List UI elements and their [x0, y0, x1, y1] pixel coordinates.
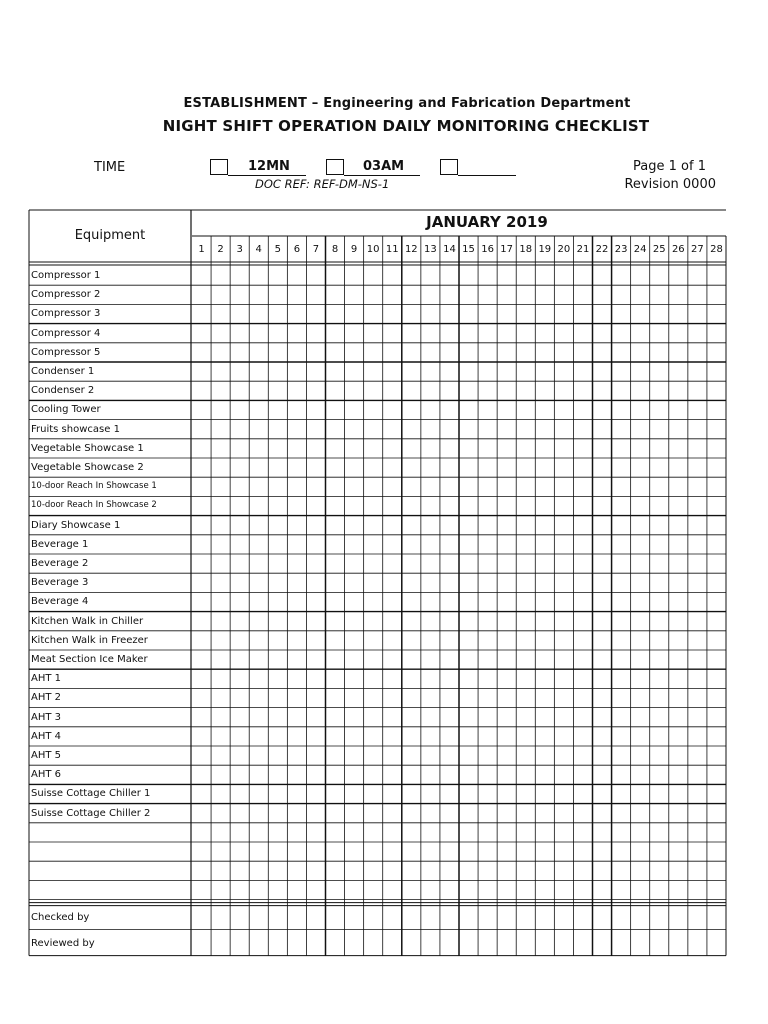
equipment-row-label: Suisse Cottage Chiller 2 [31, 807, 151, 819]
day-header-4: 4 [255, 244, 262, 255]
equipment-row-label: Vegetable Showcase 1 [31, 442, 144, 454]
equipment-row-label: AHT 4 [31, 730, 62, 742]
day-header-23: 23 [614, 244, 628, 255]
day-header-11: 11 [385, 244, 399, 255]
equipment-row-label: Vegetable Showcase 2 [31, 462, 144, 473]
equipment-row-label: AHT 5 [31, 750, 62, 761]
equipment-row-label: Compressor 3 [31, 308, 101, 320]
day-header-18: 18 [519, 244, 533, 255]
department-name: Engineering and Fabrication Department [323, 96, 631, 111]
equipment-row-label: Beverage 2 [31, 558, 89, 569]
day-header-2: 2 [217, 244, 224, 255]
page-number: Page 1 of 1 [633, 159, 706, 174]
day-header-3: 3 [236, 244, 243, 255]
time-slot-1-label: 12MN [248, 159, 290, 174]
equipment-row-label: AHT 1 [31, 673, 62, 685]
equipment-row-label: AHT 6 [31, 769, 62, 781]
time-slot-3-line [458, 175, 516, 176]
equipment-row-label: Kitchen Walk in Chiller [31, 615, 144, 627]
day-header-7: 7 [312, 244, 320, 255]
day-header-21: 21 [576, 244, 590, 255]
time-slot-2-label: 03AM [363, 159, 405, 174]
time-label: TIME [94, 160, 126, 175]
day-header-10: 10 [366, 244, 380, 255]
day-header-25: 25 [652, 244, 666, 255]
day-header-6: 6 [293, 244, 301, 255]
equipment-row-label: Beverage 4 [31, 596, 89, 608]
time-slot-2-checkbox[interactable] [326, 159, 344, 175]
day-header-27: 27 [691, 244, 704, 255]
checked-by-label: Checked by [31, 911, 90, 923]
day-header-22: 22 [595, 244, 609, 255]
equipment-row-label: Diary Showcase 1 [31, 519, 121, 531]
day-header-24: 24 [633, 244, 647, 255]
equipment-row-label: Beverage 3 [31, 577, 89, 589]
day-header-15: 15 [462, 244, 475, 255]
equipment-row-label: Compressor 1 [31, 270, 101, 281]
day-header-13: 13 [424, 244, 437, 255]
doc-ref: DOC REF: REF-DM-NS-1 [255, 177, 390, 191]
day-header-17: 17 [500, 244, 514, 255]
day-header-9: 9 [350, 244, 358, 255]
equipment-row-label: 10-door Reach In Showcase 2 [31, 500, 157, 511]
equipment-row-label: Condenser 2 [31, 385, 95, 397]
equipment-row-label: AHT 3 [31, 711, 62, 723]
establishment-line [0, 96, 768, 111]
day-header-26: 26 [671, 244, 685, 255]
equipment-row-label: Meat Section Ice Maker [31, 654, 148, 665]
equipment-row-label: Fruits showcase 1 [31, 423, 120, 435]
time-slot-3-checkbox[interactable] [440, 159, 458, 175]
checklist-title: NIGHT SHIFT OPERATION DAILY MONITORING CHECKLIST [162, 117, 650, 135]
time-slot-1-line [228, 175, 306, 176]
day-header-19: 19 [538, 244, 552, 255]
equipment-row-label: Compressor 5 [31, 346, 101, 358]
equipment-row-label: Compressor 4 [31, 327, 101, 339]
equipment-row-label: Compressor 2 [31, 289, 101, 301]
day-header-12: 12 [404, 244, 418, 255]
reviewed-by-label: Reviewed by [31, 937, 95, 949]
day-header-16: 16 [481, 244, 494, 255]
org-prefix: ESTABLISHMENT – [183, 96, 324, 111]
equipment-header: Equipment [74, 228, 146, 243]
equipment-row-label: Beverage 1 [31, 538, 89, 550]
equipment-row-label: Suisse Cottage Chiller 1 [31, 788, 151, 800]
day-header-8: 8 [331, 244, 339, 255]
time-slot-1-checkbox[interactable] [210, 159, 228, 175]
time-slot-2-line [344, 175, 420, 176]
day-header-20: 20 [557, 244, 571, 255]
month-header: JANUARY 2019 [426, 213, 548, 231]
day-header-28: 28 [710, 244, 723, 255]
equipment-row-label: 10-door Reach In Showcase 1 [31, 481, 157, 492]
equipment-row-label: Kitchen Walk in Freezer [31, 634, 148, 646]
day-header-5: 5 [274, 244, 281, 255]
revision-number: Revision 0000 [624, 177, 716, 192]
day-header-1: 1 [198, 244, 205, 255]
equipment-row-label: Cooling Tower [31, 404, 101, 416]
day-header-14: 14 [443, 244, 456, 255]
equipment-row-label: Condenser 1 [31, 366, 95, 377]
equipment-row-label: AHT 2 [31, 692, 62, 704]
